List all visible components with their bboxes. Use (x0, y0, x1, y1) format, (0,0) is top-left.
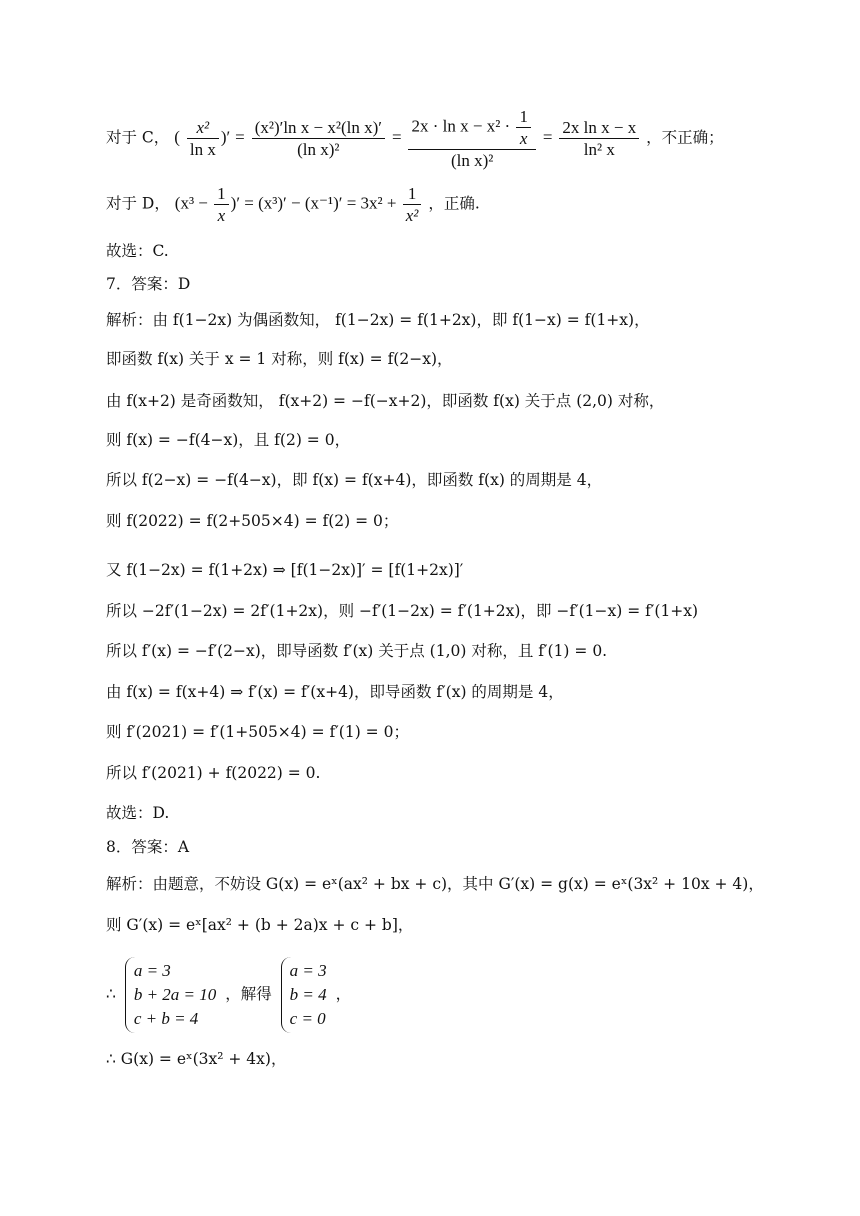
option-c-conclusion: ，不正确； (646, 128, 724, 147)
fraction-denominator: (ln x)² (451, 151, 494, 170)
text-line: ∴ G(x) = eˣ(3x² + 4x)， (106, 1050, 287, 1068)
therefore-symbol: ∴ (106, 985, 116, 1003)
text-line: 则 G′(x) = eˣ[ax² + (b + 2a)x + c + b]， (106, 916, 414, 934)
fraction (187, 119, 219, 158)
equation: c + b = 4 (133, 1009, 199, 1028)
equation-system-line (106, 957, 351, 1033)
equation: b = 4 (289, 985, 327, 1004)
fraction-denominator: ln x (189, 140, 216, 159)
numerator-text: 2x · ln x − x² · (411, 116, 515, 136)
answer-heading: 8．答案：A (106, 838, 190, 856)
fraction-numerator: (x²)′ln x − x²(ln x)′ (252, 119, 385, 139)
fraction-numerator: 2x ln x − x (559, 119, 639, 139)
fraction-numerator: 1 (403, 185, 422, 205)
fraction (408, 108, 535, 169)
text-line: 所以 f′(x) = −f′(2−x)，即导函数 f′(x) 关于点 (1,0) 对称，且 f′(1) = 0. (106, 642, 608, 660)
answer-heading: 7．答案：D (106, 275, 191, 293)
text-line: 故选：D. (106, 804, 170, 822)
text-line: 故选：C. (106, 242, 169, 260)
text-line: 所以 f(2−x) = −f(4−x)，即 f(x) = f(x+4)，即函数 f(x) 的周期是 4， (106, 471, 603, 489)
equation: a = 3 (133, 961, 171, 980)
option-d-conclusion: ，正确. (428, 194, 480, 213)
fraction-denominator: (ln x)² (297, 140, 340, 159)
text-line: 又 f(1−2x) = f(1+2x) ⇒ [f(1−2x)]′ = [f(1+2x)]′ (106, 561, 464, 579)
text-line: 即函数 f(x) 关于 x = 1 对称，则 f(x) = f(2−x)， (106, 350, 453, 368)
text-line: 则 f(x) = −f(4−x)，且 f(2) = 0， (106, 431, 351, 449)
solve-text: ，解得 (225, 985, 272, 1003)
fraction-numerator: x² (187, 119, 219, 139)
fraction (559, 119, 639, 158)
option-c-label: 对于 C， (106, 128, 170, 147)
text-line: 解析：由 f(1−2x) 为偶函数知， f(1−2x) = f(1+2x)，即 f(1−x) = f(1+x)， (106, 311, 650, 329)
punctuation: ， (335, 985, 352, 1003)
expression-part: )′ = (x³)′ − (x⁻¹)′ = 3x² + (230, 193, 401, 213)
text-line: 由 f(x+2) 是奇函数知， f(x+2) = −f(−x+2)，即函数 f(x) 关于点 (2,0) 对称， (106, 392, 665, 410)
inner-numerator: 1 (516, 108, 531, 128)
expression-part: (x³ − (174, 193, 213, 213)
fraction (403, 185, 422, 224)
fraction (252, 119, 385, 158)
fraction-denominator: ln² x (583, 140, 615, 159)
option-d-label: 对于 D， (106, 194, 170, 213)
option-d-derivation (106, 185, 480, 224)
equation: a = 3 (289, 961, 327, 980)
inner-fraction (516, 108, 531, 147)
fraction-denominator: x² (405, 206, 419, 225)
text-line: 所以 f′(2021) + f(2022) = 0. (106, 764, 321, 782)
equation: c = 0 (289, 1009, 326, 1028)
solution-system (281, 957, 327, 1033)
text-line: 则 f′(2021) = f′(1+505×4) = f′(1) = 0； (106, 723, 409, 741)
fraction-numerator (408, 108, 535, 150)
option-c-derivation: 对于 C， ( $\frac{\text{x²}}{\text{ln x}}$ )′ = $\frac{\text{(x²)′ln x − x²(ln x)′}}{\text{(ln x)²}}$ = 2x · ln x − x² · $\frac{1}{x}$ (ln x)² = $\frac{\text{2x ln x − x}}{\text{ln² x}}$ ，不正确； (106, 107, 724, 170)
fraction (214, 185, 229, 224)
fraction-numerator: 1 (214, 185, 229, 205)
inner-denominator: x (519, 129, 528, 148)
equation-system (125, 957, 216, 1033)
equation: b + 2a = 10 (133, 985, 217, 1004)
text-line: 由 f(x) = f(x+4) ⇒ f′(x) = f′(x+4)，即导函数 f′(x) 的周期是 4， (106, 683, 564, 701)
text-line: 解析：由题意，不妨设 G(x) = eˣ(ax² + bx + c)，其中 G′(x) = g(x) = eˣ(3x² + 10x + 4)， (106, 875, 764, 893)
text-line: 所以 −2f′(1−2x) = 2f′(1+2x)，则 −f′(1−2x) = f′(1+2x)，即 −f′(1−x) = f′(1+x) (106, 602, 699, 620)
equals-sign: = (235, 127, 245, 147)
fraction-denominator: x (217, 206, 226, 225)
text-line: 则 f(2022) = f(2+505×4) = f(2) = 0； (106, 512, 399, 530)
